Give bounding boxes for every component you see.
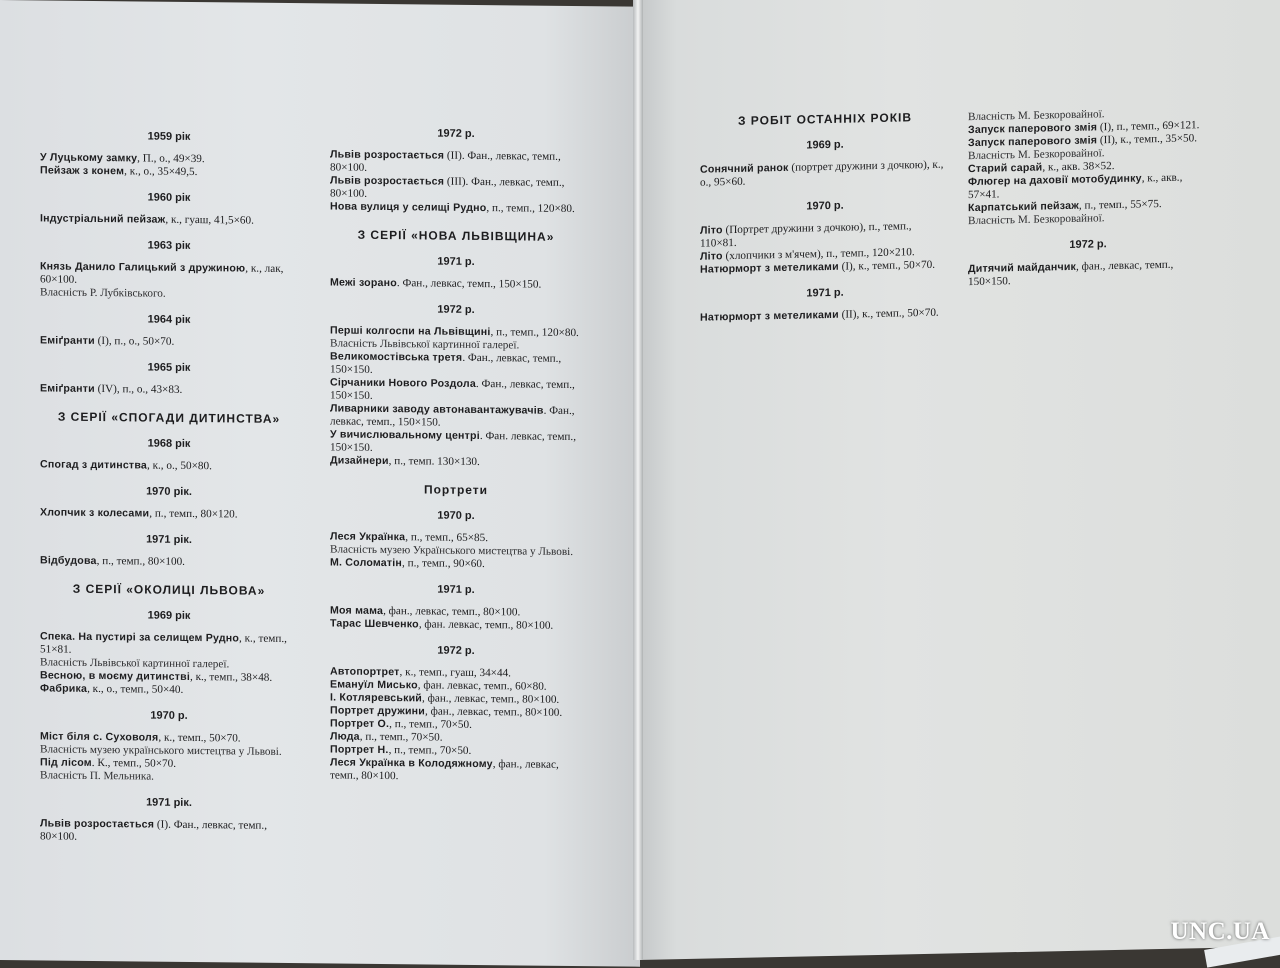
artwork-details: (Портрет дружини з дочкою), п., темп., 110×81. <box>700 220 912 250</box>
artwork-title: Перші колгоспи на Львівщині <box>330 324 491 339</box>
artwork-details: , фан., левкас, темп., 150×150. <box>968 258 1174 289</box>
artwork-entry <box>40 817 298 846</box>
year-heading: 1972 р. <box>437 127 475 140</box>
year-heading: 1968 рік <box>147 437 191 450</box>
left-column-1 <box>40 116 298 846</box>
year-heading: 1969 р. <box>806 138 844 152</box>
artwork-title: Еміґранти <box>40 334 95 347</box>
artwork-details: , к., о., темп., 50×40. <box>87 682 184 696</box>
artwork-entry <box>40 334 298 350</box>
artwork-title: Леся Українка в Колодяжному <box>330 756 493 771</box>
artwork-entry <box>330 556 582 572</box>
artwork-details: , к., темп., 51×81. <box>40 632 287 656</box>
year-heading: 1970 р. <box>806 199 844 213</box>
artwork-details: , п., темп., 90×60. <box>402 557 485 571</box>
owner-note: Власність музею українського мистецтва у Львові. <box>40 743 282 758</box>
artwork-entry <box>330 756 582 785</box>
artwork-details: (III). Фан., левкас, темп., 80×100. <box>330 175 565 200</box>
artwork-details: . Фан., левкас, темп., 150×150. <box>330 404 575 429</box>
artwork-details: . Фан., левкас, темп., 150×150. <box>330 351 562 376</box>
year-heading: 1971 р. <box>806 286 844 300</box>
artwork-details: (II). Фан., левкас, темп., 80×100. <box>330 149 561 174</box>
artwork-details: (хлопчики з м'ячем), п., темп., 120×210. <box>722 246 915 263</box>
artwork-details: , п., темп., 80×100. <box>96 555 185 568</box>
artwork-details: , к., гуаш, 41,5×60. <box>165 213 254 227</box>
artwork-title: Межі зорано <box>330 276 397 290</box>
artwork-entry <box>330 454 582 470</box>
artwork-entry <box>40 164 298 180</box>
artwork-title: Фабрика <box>40 682 88 695</box>
artwork-details: . Фан. левкас, темп., 150×150. <box>330 430 576 454</box>
year-heading: 1971 р. <box>437 255 475 268</box>
artwork-details: , фан., левкас, темп., 80×100. <box>383 605 521 619</box>
artwork-details: , п., темп., 70×50. <box>389 718 472 731</box>
year-heading: 1971 рік. <box>146 533 192 547</box>
artwork-details: , п., темп., 120×80. <box>486 202 575 216</box>
artwork-title: Великомостівська третя <box>330 350 463 364</box>
right-page <box>638 0 1280 960</box>
artwork-title: Під лісом <box>40 756 92 769</box>
watermark-logo: UNC.UA <box>1170 918 1270 945</box>
left-page <box>0 0 640 967</box>
artwork-details: (II), к., темп., 50×70. <box>838 306 939 321</box>
year-heading: 1972 р. <box>437 303 475 316</box>
artwork-entry <box>330 617 582 633</box>
artwork-title: Князь Данило Галицький з дружиною <box>40 260 246 275</box>
artwork-entry <box>330 376 582 405</box>
artwork-title: М. Соломатін <box>330 556 403 570</box>
artwork-title: Леся Українка <box>330 530 406 544</box>
artwork-details: (IV), п., о., 43×83. <box>94 382 183 396</box>
year-heading: 1960 рік <box>147 191 191 204</box>
artwork-title: Ливарники заводу автонавантажувачів <box>330 402 544 417</box>
owner-note: Власність М. Безкоровайної. <box>968 108 1105 124</box>
artwork-title: Портрет Н. <box>330 743 389 757</box>
section-heading: З РОБІТ ОСТАННІХ РОКІВ <box>737 110 913 128</box>
year-heading: 1972 р. <box>1069 238 1107 251</box>
artwork-details: , фан. левкас, темп., 60×80. <box>417 679 547 693</box>
year-heading: 1965 рік <box>147 361 191 374</box>
owner-note: Власність музею Українського мистецтва у Львові. <box>330 543 574 559</box>
year-heading: 1971 р. <box>437 583 475 596</box>
artwork-title: Індустріальний пейзаж <box>40 212 166 226</box>
section-heading: Портрети <box>423 482 489 498</box>
year-heading: 1970 рік. <box>146 485 192 499</box>
owner-note: Власність М. Безкоровайної. <box>968 212 1105 228</box>
year-heading: 1959 рік <box>147 130 191 143</box>
artwork-title: Автопортрет <box>330 665 400 679</box>
right-column-2 <box>968 106 1208 289</box>
artwork-entry <box>330 402 582 431</box>
artwork-title: Портрет О. <box>330 717 390 731</box>
artwork-entry <box>330 276 582 292</box>
artwork-title: Львів розростається <box>330 174 445 188</box>
artwork-title: Спогад з дитинства <box>40 458 147 472</box>
artwork-title: Міст біля с. Суховоля <box>40 730 159 744</box>
artwork-title: Еміґранти <box>40 382 95 395</box>
artwork-entry <box>330 174 582 203</box>
year-heading: 1972 р. <box>437 644 475 657</box>
artwork-title: І. Котляревський <box>330 691 423 705</box>
artwork-details: , фан., левкас, темп., 80×100. <box>330 758 559 783</box>
artwork-title: Хлопчик з колесами <box>40 506 150 520</box>
artwork-details: (І), п., о., 50×70. <box>94 334 175 348</box>
owner-note: Власність М. Безкоровайної. <box>968 147 1105 163</box>
artwork-entry <box>40 630 298 659</box>
artwork-details: , фан., левкас, темп., 80×100. <box>424 705 563 719</box>
artwork-title: Люда <box>330 730 360 743</box>
artwork-details: , п., темп. 130×130. <box>388 455 480 469</box>
artwork-title: Львів розростається <box>330 148 445 162</box>
artwork-title: Сірчаники Нового Роздола <box>330 376 476 390</box>
artwork-title: Натюрморт з метеликами <box>700 308 839 324</box>
artwork-details: , к., акв. 38×52. <box>1042 160 1115 174</box>
artwork-title: Дизайнери <box>330 454 389 468</box>
artwork-details: , к., о., 35×49,5. <box>124 165 198 179</box>
artwork-details: , к., лак, 60×100. <box>40 262 284 286</box>
artwork-entry <box>40 506 298 522</box>
artwork-title: Літо <box>700 250 723 263</box>
artwork-entry <box>330 428 582 457</box>
artwork-details: , к., темп., гуаш, 34×44. <box>399 666 511 680</box>
artwork-details: (І), к., темп., 50×70. <box>838 258 935 273</box>
artwork-entry <box>40 458 298 474</box>
section-heading: З СЕРІЇ «СПОГАДИ ДИТИНСТВА» <box>57 409 281 426</box>
artwork-title: Спека. На пустирі за селищем Рудно <box>40 630 240 645</box>
artwork-details: , фан., левкас, темп., 80×100. <box>422 692 560 706</box>
artwork-entry <box>40 212 298 228</box>
year-heading: 1964 рік <box>147 313 191 326</box>
artwork-title: Тарас Шевченко <box>330 617 419 631</box>
artwork-details: , к., темп., 50×70. <box>158 731 241 745</box>
artwork-title: Пейзаж з конем <box>40 164 125 178</box>
artwork-details: , п., темп., 70×50. <box>359 730 443 744</box>
artwork-details: , п., темп., 70×50. <box>388 744 472 757</box>
artwork-details: , к., акв., 57×41. <box>968 171 1183 202</box>
year-heading: 1970 р. <box>150 709 188 722</box>
year-heading: 1971 рік. <box>146 796 192 810</box>
artwork-title: Емануїл Мисько <box>330 678 418 692</box>
artwork-title: Моя мама <box>330 604 384 618</box>
year-heading: 1963 рік <box>147 239 191 252</box>
artwork-entry <box>40 554 298 570</box>
owner-note: Власність Львівської картинної галереї. <box>330 337 520 352</box>
artwork-details: (портрет дружини з дочкою), к., о., 95×60. <box>700 158 944 189</box>
artwork-details: , п., темп., 120×80. <box>490 326 579 340</box>
artwork-entry <box>330 350 582 379</box>
owner-note: Власність П. Мельника. <box>40 769 154 783</box>
owner-note: Власність Р. Лубківського. <box>40 286 166 300</box>
artwork-details: , к., о., 50×80. <box>146 459 212 473</box>
artwork-title: Флюгер на даховії мотобудинку <box>968 172 1142 189</box>
year-heading: 1969 рік <box>147 609 191 622</box>
artwork-title: Натюрморт з метеликами <box>700 260 839 276</box>
artwork-entry <box>40 682 298 698</box>
artwork-details: . Фан., левкас, темп., 150×150. <box>330 377 575 402</box>
artwork-title: Дитячий майданчик <box>968 260 1077 276</box>
year-heading: 1970 р. <box>437 509 475 522</box>
artwork-title: Запуск паперового змія <box>968 121 1098 137</box>
owner-note: Власність Львівської картинної галереї. <box>40 656 230 671</box>
artwork-entry <box>330 148 582 177</box>
artwork-details: (II), к., темп., 35×50. <box>1097 132 1198 147</box>
artwork-title: Нова вулиця у селищі Рудно <box>330 200 487 215</box>
artwork-details: . Фан., левкас, темп., 150×150. <box>396 277 542 291</box>
artwork-details: , п., темп., 65×85. <box>405 531 488 545</box>
artwork-details: , к., темп., 38×48. <box>189 670 273 684</box>
artwork-details: , п., темп., 55×75. <box>1078 198 1162 212</box>
artwork-entry <box>700 306 950 324</box>
artwork-title: У вичислювальному центрі <box>330 428 480 443</box>
artwork-title: У Луцькому замку <box>40 151 138 165</box>
artwork-title: Старий сарай <box>968 161 1043 176</box>
right-column-1 <box>700 95 950 324</box>
artwork-title: Портрет дружини <box>330 704 425 718</box>
artwork-details: (І). Фан., левкас, темп., 80×100. <box>40 818 268 843</box>
artwork-title: Запуск паперового змія <box>968 134 1098 150</box>
artwork-entry <box>40 382 298 398</box>
artwork-details: , п., темп., 80×120. <box>149 507 238 521</box>
artwork-details: , фан. левкас, темп., 80×100. <box>418 618 554 632</box>
artwork-entry <box>40 260 298 289</box>
left-column-2 <box>330 113 582 785</box>
artwork-details: , П., о., 49×39. <box>137 152 205 166</box>
section-heading: З СЕРІЇ «НОВА ЛЬВІВЩИНА» <box>357 227 555 244</box>
artwork-details: . К., темп., 50×70. <box>91 756 177 770</box>
artwork-title: Літо <box>700 224 723 237</box>
artwork-entry <box>330 200 582 216</box>
section-heading: З СЕРІЇ «ОКОЛИЦІ ЛЬВОВА» <box>72 581 266 598</box>
artwork-title: Карпатський пейзаж <box>968 199 1079 215</box>
artwork-title: Весною, в моєму дитинстві <box>40 669 190 683</box>
artwork-title: Сонячний ранок <box>700 161 789 176</box>
artwork-entry <box>700 158 950 189</box>
book-spine <box>633 0 643 960</box>
artwork-title: Відбудова <box>40 554 97 568</box>
artwork-details: (І), п., темп., 69×121. <box>1097 119 1200 134</box>
artwork-entry <box>968 258 1208 289</box>
artwork-title: Львів розростається <box>40 817 155 831</box>
